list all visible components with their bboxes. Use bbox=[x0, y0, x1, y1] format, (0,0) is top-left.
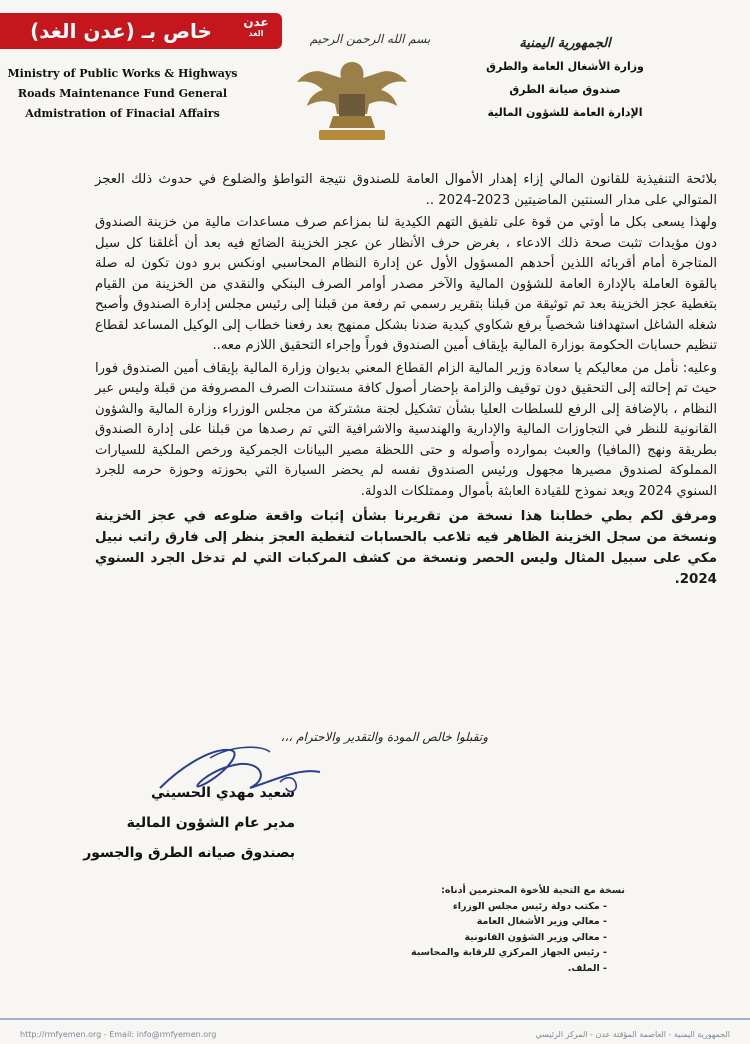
signatory-block bbox=[83, 778, 295, 868]
yemen-eagle-emblem-icon bbox=[293, 54, 411, 146]
en-line-admin: Admistration of Finacial Affairs bbox=[25, 107, 220, 120]
aden-alghad-logo: عدن الغد bbox=[243, 15, 269, 38]
copies-list bbox=[411, 883, 625, 977]
copy-recipient: - الملف. bbox=[411, 961, 607, 977]
body-paragraph: وعليه: نأمل من معاليكم يا سعادة وزير المالية الزام القطاع المعني بديوان وزارة المالية بإيقاف أمين الصندوق فورا حيث تم إحالته إلى التحقيق دون توقيف والزامة بإحضار أصول كافة مستندات الصرف المصروفة من قبلة وليس عبر النظام ، بالإضافة إلى الرفع للسلطات العليا بشأن تشكيل لجنة مشتركة من مجلس الوزراء وزارة المالية والشؤون القانونية للنظر في التجاوزات المالية والإدارية والهندسية والاشرافية التي تم رصدها من قبلنا على إدارة الصندوق بطريقة ونهج (المافيا) والعبث بموارده وأصوله و حتى اللحظة مصير البيانات الجمركية ورخص الملكية للسيارات المملوكة لصندوق مصيرها مجهول ورئيس الصندوق نفسه لم يحضر السيارة التي بحوزته وحوزة حرمه للجرد السنوي 2024 ويعد نموذج للقيادة العابثة بأموال وممتلكات الدولة. bbox=[95, 360, 717, 499]
letter-footer bbox=[0, 1024, 750, 1044]
letter-body bbox=[95, 170, 717, 592]
en-line-ministry: Ministry of Public Works & Highways bbox=[7, 67, 238, 80]
signatory-title: مدير عام الشؤون المالية bbox=[126, 815, 295, 831]
body-paragraph: بلائحة التنفيذية للقانون المالي إزاء إهدار الأموال العامة للصندوق نتيجة التواطؤ والضلوع في حدوث ذلك العجز المتوالي على مدار السنتين الماضيتين 2023-2024 .. bbox=[95, 172, 717, 208]
english-letterhead bbox=[0, 64, 245, 124]
en-line-fund: Roads Maintenance Fund General bbox=[17, 87, 228, 100]
arabic-letterhead bbox=[460, 32, 670, 124]
copy-recipient: - معالي وزير الشؤون القانونية bbox=[411, 930, 607, 946]
ar-line-admin: الإدارة العامة للشؤون المالية bbox=[487, 106, 643, 119]
signatory-name: سعيد مهدي الحسيني bbox=[150, 785, 295, 801]
exclusive-tag-text: خاص بـ (عدن الغد) bbox=[30, 19, 212, 43]
copy-recipient: - مكتب دولة رئيس مجلس الوزراء bbox=[411, 899, 607, 915]
footer-web: http://rmfyemen.org - Email: info@rmfyemen.org bbox=[20, 1029, 217, 1039]
ar-line-ministry: وزارة الأشغال العامة والطرق bbox=[486, 60, 644, 73]
ar-line-fund: صندوق صيانة الطرق bbox=[509, 83, 621, 96]
basmala: بسم الله الرحمن الرحيم bbox=[309, 32, 431, 46]
signatory-org: بصندوق صيانه الطرق والجسور bbox=[83, 845, 295, 861]
copy-recipient: - رئيس الجهاز المركزي للرقابة والمحاسبة bbox=[411, 945, 607, 961]
ar-line-republic: الجمهورية اليمنية bbox=[519, 36, 611, 51]
copies-heading: نسخة مع التحية للأخوة المحترمين أدناه: bbox=[441, 885, 625, 896]
attachment-paragraph: ومرفق لكم بطي خطابنا هذا نسخة من تقريرنا بشأن إثبات واقعة ضلوعه في عجز الخزينة ونسخة من سجل الخزينة الظاهر فيه تلاعب بالحسابات لتغطية العجز بنظر إلى فارق راتب نبيل مكي على سبيل المثال وليس الحصر ونسخة من كشف المركبات التي لم تدخل الجرد السنوي 2024. bbox=[95, 509, 717, 587]
footer-address: الجمهورية اليمنية - العاصمة المؤقتة عدن - المركز الرئيسي bbox=[535, 1029, 730, 1039]
closing-greeting: وتقبلوا خالص المودة والتقدير والاحترام ،،، bbox=[280, 730, 488, 744]
footer-divider bbox=[0, 1018, 750, 1020]
copy-recipient: - معالي وزير الأشغال العامة bbox=[411, 914, 607, 930]
body-paragraph: ولهذا يسعى بكل ما أوتي من قوة على تلفيق التهم الكيدية لنا بمزاعم صرف مساعدات مالية من خزينة الصندوق دون مؤيدات تثبت صحة ذلك الادعاء ، بغرض حرف الأنظار عن عجز الخزينة الضائع فيه بعد أن أغلقنا كل سبل المتاجرة أمام أقربائه اللذين أحدهم المسؤول الأول عن إدارة النظام المحاسبي اونكس برو دون تكون له صلة بالقوة العاملة بالإدارة العامة للشؤون المالية والآخر مصدر أوامر الصرف البنكي والنقدي من الخزينة من القيام بتغطية عجز الخزينة بعد تم توثيقة من قبلنا بتقرير رسمي تم رفعة من قبلنا إلى رئيس مجلس إدارة الصندوق وأصبح شغله الشاغل استهدافنا شخصياً برفع شكاوي كيدية ضدنا بشكل ممنهج بعد رفعنا خطاب إلى الوكيل المساعد لقطاع تنظيم حسابات الحكومة بوزارة المالية بإيقاف أمين الصندوق فوراً وإجراء التحقيق اللازم معه.. bbox=[95, 215, 717, 353]
exclusive-tag bbox=[0, 13, 282, 49]
